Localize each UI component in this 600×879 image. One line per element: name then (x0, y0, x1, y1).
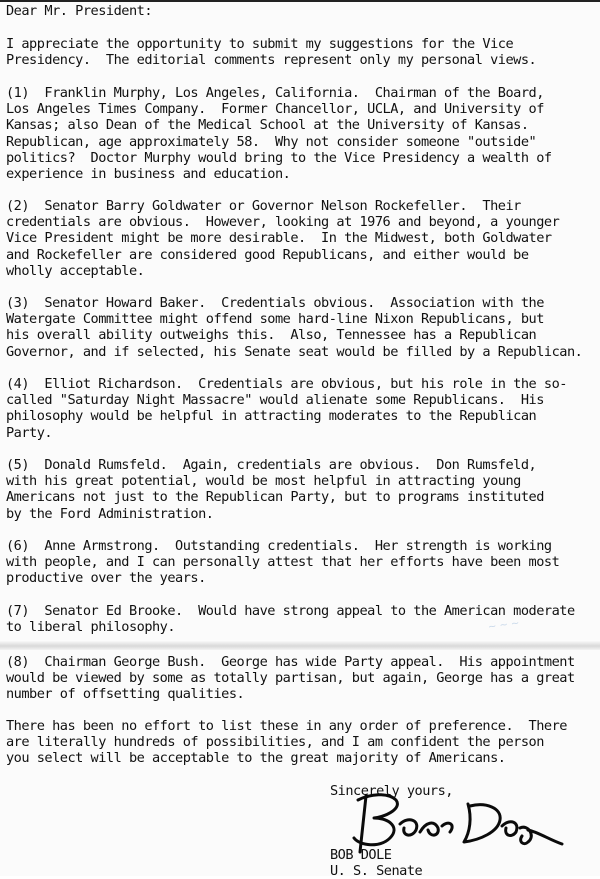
suggestion-paragraph-4: (4) Elliot Richardson. Credentials are obvious, but his role in the so- called "Saturday Night Massacre" would alienate some Republicans. His philosophy would be helpful in attracting moderates to the Republican Party. (6, 376, 567, 441)
suggestion-paragraph-6: (6) Anne Armstrong. Outstanding credentials. Her strength is working with people, and I can personally attest that her efforts have been most productive over the years. (6, 538, 560, 587)
signer-name: BOB DOLE (330, 847, 392, 863)
suggestion-paragraph-7: (7) Senator Ed Brooke. Would have strong appeal to the American moderate to liberal philosophy. (6, 603, 575, 636)
suggestion-paragraph-5: (5) Donald Rumsfeld. Again, credentials are obvious. Don Rumsfeld, with his great potential, would be most helpful in attracting young Americans not just to the Republican Party, but to programs instituted by the Ford Administration. (6, 457, 544, 522)
suggestion-paragraph-1: (1) Franklin Murphy, Los Angeles, California. Chairman of the Board, Los Angeles Times Company. Former Chancellor, UCLA, and University of Kansas; also Dean of the Medical School at the University of Kansas. Republican, age approximately 58. Why not consider someone "outside" politics? Doctor Murphy would bring to the Vice Presidency a wealth of experience in business and education. (6, 85, 552, 183)
signer-title: U. S. Senate (330, 863, 423, 879)
faint-stamp-mark: ~ ~ ~ (487, 617, 521, 634)
suggestion-paragraph-8: (8) Chairman George Bush. George has wide Party appeal. His appointment would be viewed by some as totally partisan, but again, George has a great number of offsetting qualities. (6, 654, 575, 703)
suggestion-paragraph-3: (3) Senator Howard Baker. Credentials obvious. Association with the Watergate Committee might offend some hard-line Nixon Republicans, but his overall ability outweighs this. Also, Tennessee has a Republican Governor, and if selected, his Senate seat would be filled by a Republican. (6, 295, 583, 360)
suggestion-paragraph-2: (2) Senator Barry Goldwater or Governor Nelson Rockefeller. Their credentials are obvious. However, looking at 1976 and beyond, a younger Vice President might be more desirable. In the Midwest, both Goldwater and Rockefeller are considered good Republicans, and either would be wholly acceptable. (6, 198, 560, 279)
closing-paragraph: There has been no effort to list these in any order of preference. There are literally hundreds of possibilities, and I am confident the person you select will be acceptable to the great majority of Americans. (6, 718, 567, 767)
page-fold-shadow (0, 640, 600, 650)
salutation: Dear Mr. President: (6, 3, 152, 19)
intro-paragraph: I appreciate the opportunity to submit my suggestions for the Vice Presidency. The editorial comments represent only my personal views. (6, 36, 537, 69)
top-edge-rule (0, 0, 600, 2)
closing-salutation: Sincerely yours, (330, 783, 453, 799)
